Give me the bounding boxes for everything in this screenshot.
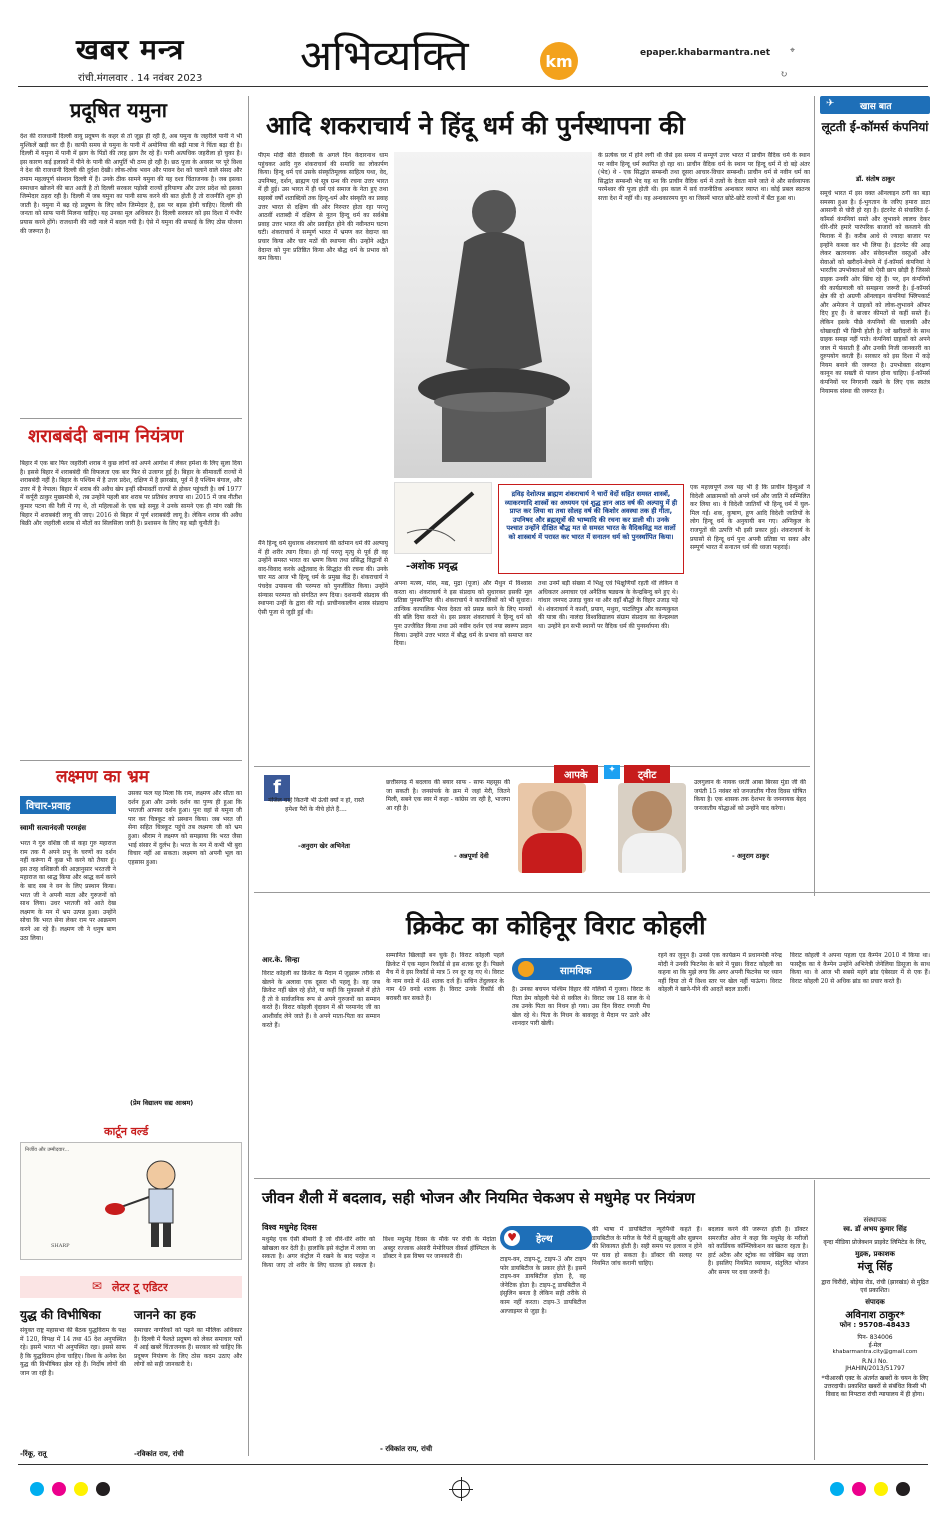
paper-name: खबर मन्त्र	[76, 33, 185, 66]
letter-2-title: जानने का हक	[134, 1308, 196, 1322]
section-title: अभिव्यक्ति	[300, 31, 469, 80]
main-col-2: मैंने हिन्दू धर्म सुधारक शंकराचार्य की वर्तमान धर्म की अल्पायु में ही शरीर त्याग दिया। हो गई परन्तु मृत्यु से पूर्व ही वह उन्होंने समस्त भारत का भ्रमण किया तथा प्रसिद्ध विद्वानों से वाद-विवाद करके अद्वैतवाद के सिद्धांत की रचना की। उनके चार मठ आज भी हिन्दू धर्म के प्रमुख केंद्र हैं। शंकराचार्य ने पंचदेव उपासना की परम्परा को पुनर्जीवित किया। उन्होंने संन्यास परम्परा को संगठित रूप दिया। दशनामी संप्रदाय की स्थापना उन्हीं के द्वारा की गई। प्राचीनकालीन शास्त्र संप्रदाय ऐसी पूजा से जुड़ी हुई थी।	[258, 540, 388, 616]
main-col-1: पीएम मोदी बीते दीवाली के अगले दिन केदारनाथ धाम पहुंचकर आदि गुरु शंकराचार्य की समाधि का लोकार्पण किया। हिन्दू धर्म एवं उसके संस्कृतिमूलक साहित्य यथा, वेद, उपनिषद, दर्शन, ब्राह्मण एवं सूत्र ग्रन्थ की रचना उत्तर भारत में ही हुई। उस भारत में ही धर्म एवं समाज के नेता हुए तथा सहस्त्रों वर्षों शताब्दियों तक हिन्दू-धर्म और संस्कृति का प्रवाह उत्तर भारत से दक्षिण की ओर निरन्तर होता रहा परन्तु आठवीं शताब्दी में दक्षिण से नूतन हिन्दू धर्म का सर्वश्रेष्ठ प्रवाह उत्तर भारत की ओर प्रवाहित होने की नवीनतम घटना घटी। शंकराचार्य ने सम्पूर्ण भारत में भ्रमण कर वेदान्त का प्रचार किया और चार मठों की स्थापना की। उन्होंने अद्वैत वेदान्त को पुनः प्रतिष्ठित किया और बौद्ध धर्म के प्रभाव को कम किया।	[258, 152, 388, 263]
right-body: समूचे भारत में इस वक्त ऑनलाइन ठगी का बड़ा समस्या हुआ है। ई-भुगतान के जरिए हमारा डाटा आसानी से चोरी हो रहा है। इंटरनेट से संचालित ई-कॉमर्स कंपनियां सस्ते और लुभावने लालच देकर धीरे-धीरे हमारे पारंपरिक बाजारों को कब्जाने की फिराक में हैं। करीब आधे से ज्यादा बाजार पर इन्होंने कब्जा कर भी लिया है। इंटरनेट की आड़ लेकर खतरनाक और संवेदनशील वस्तुओं और सेवाओं को खरीदने-बेचने में ई-कॉमर्स कंपनियां ने भारतीय उपभोक्ताओं को ऐसी छाप छोड़ी है जिससे ग्राहक उनकी ओर खिंच रहे हैं। पर, इन कंपनियों की कार्यप्रणाली को समझना जरूरी है। ई-कॉमर्स क्षेत्र की दो अग्रणी ऑनलाइन कंपनियां फ्लिपकार्ट और अमेजन ने ग्राहकों को लोक-लुभावने ऑफर दिए हुए हैं। वे बाजार कीमतों से कहीं सस्ते हैं। लेकिन इसके पीछे कंपनियों की चालाकी और धोखाधड़ी भी छिपी होती है। जो खरीदारों के साथ ग्राहक समझ नहीं पाते। कंपनियां ग्राहकों को अपने जाल में फंसाती हैं और उनकी निजी जानकारी का दुरुपयोग करती हैं। सरकार को इस दिशा में कड़े नियम बनाने की जरूरत है। उपभोक्ता संरक्षण कानून का सख्ती से पालन होना चाहिए। ई-कॉमर्स कंपनियों पर निगरानी रखने के लिए एक स्वतंत्र नियामक संस्था की जरूरत है।	[820, 190, 930, 395]
color-dot	[874, 1482, 888, 1496]
pin-icon: ⌖	[790, 46, 796, 56]
editorial-1-body: देश की राजधानी दिल्ली वायु प्रदूषण के कहर से तो जूझ ही रही है, अब यमुना के जहरीले पानी ने भी मुश्किलें खड़ी कर दी हैं। काफी समय से यमुना के पानी में अमोनिया की बढ़ी मात्रा ने चिंता बढ़ा दी है। दिल्ली में यमुना में पानी में झाग के पिंडों की तरह झाग तैर रहे हैं। पानी अत्यधिक जहरीला हो चुका है। इस कारण कई इलाकों में पीने के पानी की आपूर्ति भी ठप्प हो रही है। छठ पूजा के अवसर पर पूरे विश्व ने देश की राजधानी दिल्ली की दुर्दशा देखी। लोक-लोक भवन और पावन देश को चलाने वाले संसद और तमाम महत्वपूर्ण संस्थान दिल्ली में हैं। उनके ठीक सामने यमुना की यह दशा चिंताजनक है। जब इसका समाधान खोजने की बात आती है तो दिल्ली सरकार पड़ोसी राज्यों हरियाणा और उत्तर प्रदेश को इसका जिम्मेदार ठहरा रही है। दिल्ली में जब यमुना का पानी साफ करने की बात होती है तो राजनीति शुरू हो जाती है। यमुना में बढ़ रहे प्रदूषण के लिए कौन जिम्मेदार है, इस पर बहस होनी चाहिए। दिल्ली की जनता को साफ पानी मिलना चाहिए। यह उनका मूल अधिकार है। दिल्ली सरकार को इस दिशा में गंभीर प्रयास करने होंगे। राजधानी की नदी नाले में बदल गयी है। ऐसे में यमुना की सफाई के लिए ठोस योजना की जरूरत है।	[20, 133, 242, 235]
facebook-icon: f	[264, 775, 290, 801]
spiritual-author: स्वामी सत्यानंदजी परमहंस	[20, 824, 87, 832]
mail-icon: ✉	[92, 1279, 103, 1293]
color-dot	[30, 1482, 44, 1496]
health-label: हेल्थ	[536, 1234, 553, 1245]
tweet-band-right: ट्वीट	[624, 765, 670, 783]
logo	[540, 42, 578, 80]
cartoon-signature: SHARP	[51, 1243, 70, 1249]
main-col-6: एक महत्त्वपूर्ण तथ्य यह भी है कि प्राचीन हिन्दुओं ने विदेशी आक्रामकों को अपने धर्म और जाति में सम्मिलित कर लिया था। ये विदेशी जातियाँ भी हिन्दू धर्म में घुल-मिल गईं। शक, कुषाण, हूण आदि विदेशी जातियों के लोग हिन्दू धर्म के अनुयायी बन गए। अग्निकुल के राजपूतों की उत्पत्ति भी इसी प्रकार हुई। शंकराचार्य के प्रयासों से हिन्दू धर्म पुनः अपनी प्रतिष्ठा पा सका और सम्पूर्ण भारत में सनातन धर्म की ध्वजा फहराई।	[690, 484, 810, 552]
editorial-1	[20, 96, 242, 433]
cricket-author: आर.के. सिन्हा	[262, 956, 300, 964]
imprint-company: वृन्दा मीडिया प्रोजेक्शन प्राइवेट लिमिटेड के लिए,	[823, 1239, 927, 1246]
letter-1	[20, 1306, 126, 1459]
tweet-1-avatar	[518, 783, 586, 873]
cricket-col-5: विराट कोहली ने अपना पहला एड कैम्पेन 2010 में किया था। फास्ट्रैक का ये कैम्पेन उन्होंने अभिनेत्री जेनेलिया डिसूजा के साथ किया था। वे आज भी सबसे महंगे ब्रांड एंबेसडर में से एक हैं। विराट कोहली 20 से अधिक ब्रांड का प्रचार करते हैं।	[790, 952, 930, 985]
imprint-editor-label: संपादक	[865, 1298, 885, 1306]
imprint-founder: स्व. डॉ अभय कुमार सिंह	[843, 1225, 907, 1233]
samayik-badge	[512, 958, 632, 980]
cartoon-section	[20, 1124, 242, 1254]
editorial-1-title: प्रदूषित यमुना	[70, 98, 167, 122]
health-headline: जीवन शैली में बदलाव, सही भोजन और नियमित चेकअप से मधुमेह पर नियंत्रण	[262, 1189, 695, 1207]
letter-2-author: -रविकांत राय, रांची	[134, 1449, 184, 1458]
pen-image	[394, 482, 492, 554]
spiritual-body-right: उसका फल यह मिला कि राम, लक्ष्मण और सीता का दर्शन हुआ और उनके दर्शन का पुण्य ही हुआ कि भरतजी आपका दर्शन हुआ। पुनः वहां से यमुना जी पार कर चित्रकूट को प्रस्थान किया। जब भरत जी सेना सहित चित्रकूट पहुंचे तब लक्ष्मण जी को भ्रम हुआ। श्रीराम ने लक्ष्मण को समझाया कि भरत जैसा भाई संसार में दुर्लभ है। भरत के मन में कभी भी बुरा विचार नहीं आ सकता। लक्ष्मण को अपनी भूल का एहसास हुआ।	[128, 790, 242, 866]
tweet-band-left: आपके	[554, 765, 598, 783]
khaas-baat-label: खास बात	[860, 102, 892, 112]
divider	[254, 892, 930, 893]
color-dot	[52, 1482, 66, 1496]
dateline: रांची.मंगलवार . 14 नवंबर 2023	[78, 73, 203, 84]
cricket-col-4: रहने का जुनून है। उनसे एक कार्यक्रम में प्रधानमंत्री नरेन्द्र मोदी ने उनकी फिटनेस के बारे में पूछा। विराट कोहली का कहना था कि मुझे लगा कि अगर अपनी फिटनेस पर ध्यान नहीं दिया तो मैं विश्व स्तर पर खेल नहीं पाऊंगा। विराट कोहली ने खाने-पीने की आदतें बदल डालीं।	[658, 952, 782, 994]
footer-rule	[18, 1464, 928, 1465]
letter-1-title: युद्ध की विभीषिका	[20, 1308, 101, 1322]
plane-icon: ✈	[826, 98, 835, 109]
imprint-founder-label: संस्थापक	[863, 1216, 887, 1224]
heart-icon: ♥	[504, 1230, 520, 1246]
imprint-publisher: मंजू सिंह	[857, 1260, 893, 1273]
editorial-2	[20, 424, 242, 770]
vichar-pravah-label: विचार-प्रवाह	[20, 796, 116, 814]
imprint-rni-number: JHAHIN/2013/51797	[845, 1365, 905, 1372]
fb-quote: मंजिल चाहे कितनी भी ऊंची क्यों न हो, रास्ते हमेशा पैरों के नीचे होते हैं....	[268, 797, 364, 813]
letter-1-body: संयुक्त राष्ट्र महासभा की बैठक युद्धविराम के पक्ष में 120, विपक्ष में 14 तथा 45 देश अनुपस्थित रहे। इसमें भारत भी अनुपस्थित रहा। इससे साफ है कि युद्धविराम होना चाहिए। विश्व के अनेक देश युद्ध की विभीषिका झेल रहे हैं। निर्दोष लोगों की जान जा रही है।	[20, 1327, 126, 1377]
refresh-icon: ↻	[780, 70, 788, 80]
divider	[20, 418, 242, 419]
cartoon-title: कार्टून वर्ल्ड	[104, 1125, 149, 1138]
health-col-4: बदलाव करने की जरूरत होती है। डॉक्टर समरजीत ओरा ने कहा कि मधुमेह के मरीजों को कार्डियक कॉम्प्लिकेशन का खतरा रहता है। हार्ट अटैक और स्ट्रोक का जोखिम बढ़ जाता है। इसलिए नियमित व्यायाम, संतुलित भोजन और समय पर दवा जरूरी है।	[708, 1226, 808, 1276]
imprint-pin: पिन- 834006	[857, 1334, 893, 1341]
imprint-phone: फोन : 95708-48433	[839, 1321, 911, 1329]
twitter-icon: ✦	[604, 765, 620, 779]
cricket-col-2: सम्मानित खिलाड़ी बन चुके हैं। विराट कोहली पहले क्रिकेट में एक महान रिकॉर्ड से इस शतक दूर हैं। पिछले मैच में वे इस रिकॉर्ड से मात्र 5 रन दूर रह गए थे। विराट के नाम वनडे में 48 शतक दर्ज हैं। सचिन तेंदुलकर के नाम 49 वनडे शतक हैं। विराट उनके रिकॉर्ड की बराबरी कर सकते हैं।	[386, 952, 504, 1002]
imprint-rni: R.N.I No.	[862, 1358, 888, 1365]
health-col-3: की भाषा में डायबिटीज न्यूरोपैथी कहते हैं। डायबिटीज के मरीज के पैरों में झुनझुनी और सुन्नपन की शिकायत होती है। सही समय पर इलाज न होने पर घाव हो सकता है। डॉक्टर की सलाह पर नियमित जांच करानी चाहिए।	[592, 1226, 702, 1268]
cricket-col-3: है। उनका बचपन पश्चिम विहार की गलियों में गुजरा। विराट के पिता प्रेम कोहली पेशे से वकील थे। विराट जब 18 साल के थे तब उनके पिता का निधन हो गया। उस दिन विराट रणजी मैच खेल रहे थे। पिता के निधन के बावजूद वे मैदान पर उतरे और शानदार पारी खेली।	[512, 986, 650, 1028]
khaas-baat-badge	[820, 96, 930, 114]
imprint	[820, 1216, 930, 1456]
cartoon-caption: निर्जीव और उम्मीदवार...	[25, 1147, 70, 1153]
cricket-col-1: विराट कोहली का क्रिकेट के मैदान में जुझारू तरीके से खेलने के अलावा एक दूसरा भी पहलू है। वह जब क्रिकेट नहीं खेल रहे होते, या कहीं कि मुकाबले में होते हैं तो वे सार्वजनिक रूप से अपने गुरुजनों का सम्मान करते हैं। विराट कोहली वृंदावन में श्री परमानंद जी का आशीर्वाद लेने जाते हैं। वे अपने माता-पिता का सम्मान करते हैं।	[262, 970, 380, 1029]
samayik-icon	[518, 961, 534, 977]
health-col-1: मधुमेह एक ऐसी बीमारी है जो धीरे-धीरे शरीर को खोखला कर देती है। हालांकि इसे कंट्रोल में लाया जा सकता है। अगर कंट्रोल में रखने के बाद परहेज न किया जाए तो शरीर के लिए घातक हो सकता है। विश्व मधुमेह दिवस के मौके पर रांची के मेदांता अब्दुर रज्जाक अंसारी मेमोरियल वीवर्स हॉस्पिटल के डॉक्टर ने इस विषय पर जानकारी दी।	[262, 1236, 496, 1269]
main-col-3: अपना मत्स्य, मांस, मद्य, मुद्रा (पूजा) और मैथुन में विश्वास करता था। शंकराचार्य ने इस संप्रदाय को सुधारकर इसकी मूल प्रतिष्ठा पुनर्स्थापित की। शंकराचार्य ने कापालिकों को भी सुधारा। तान्त्रिक कापालिक भैरव देवता को प्रसन्न करने के लिए मानवों की बलि दिया करते थे। इस प्रकार शंकराचार्य ने हिन्दू धर्म को पुनः उज्जैवित किया तथा उसे नवीन दर्शन एवं नया स्वरूप प्रदान किया। उन्होंने उत्तर भारत में बौद्ध धर्म के प्रभाव को समाप्त कर दिया।	[394, 580, 532, 648]
letters-band-label: लेटर टू एडिटर	[112, 1281, 168, 1294]
main-col-4: तथा उनमें बड़ी संख्या में भिक्षु एवं भिक्षुणियाँ रहती थीं लेकिन वे अधिकतर अनाचार एवं अनैतिक षड्यन्त्र के केन्द्रबिन्दु बने हुए थे। गांधार जनपद उजाड़ चुका था और वहाँ बौद्धों के विहार उजाड़ पड़े थे। शंकराचार्य ने काशी, प्रयाग, मथुरा, पाटलिपुत्र और कान्यकुब्ज की यात्रा की। नालंदा विश्वविद्यालय संग्राम संप्रदाय का केन्द्रस्थल था। उन्होंने इन सभी स्थानों पर वैदिक धर्म की पुनर्स्थापना की।	[538, 580, 678, 630]
divider	[254, 1178, 930, 1179]
main-author: -अशोक प्रवृद्ध	[406, 561, 458, 572]
main-col-5: के प्रत्येक घर में होने लगी थी जैसे इस समय में सम्पूर्ण उत्तर भारत में प्राचीन वैदिक धर्म के स्थान पर नवीन हिन्दू धर्म स्थापित हो रहा था। प्राचीन वैदिक धर्म के स्थान पर हिन्दू धर्म में दो बड़े अंतर (भेद) थे - एक सिद्धांत सम्बन्धी तथा दूसरा आचार-विचार सम्बन्धी। प्राचीन धर्म से नवीन धर्म का सिद्धांत सम्बन्धी भेद यह था कि प्राचीन वैदिक धर्म में तत्वों के देवता माने जाते थे और सर्वव्यापक परमेश्वर की पूजा होती थी। इस काल में सर्व राजनीतिक अन्धकार व्याप्त था। कोई प्रबल स्वतन्त्र सत्ता देश में नहीं थी। यह अन्धकारमय युग था जिसमें भारत छोटे-छोटे राज्यों में बँटा हुआ था।	[598, 152, 810, 202]
divider	[20, 760, 242, 761]
tweet-2-author: - अनुराग ठाकुर	[732, 852, 769, 860]
registration-target-icon	[452, 1480, 470, 1498]
imprint-email[interactable]: khabarmantra.city@gmail.com	[832, 1349, 918, 1355]
logo-text: km	[545, 51, 573, 71]
color-dot	[852, 1482, 866, 1496]
color-dot	[74, 1482, 88, 1496]
cricket-headline: क्रिकेट का कोहिनूर विराट कोहली	[406, 911, 706, 940]
column-rule	[248, 96, 249, 1456]
cartoon-figure-icon	[91, 1153, 211, 1253]
health-col-2: टाइप-वन, टाइप-टू, टाइप-3 और टाइप फोर डायबिटीज के प्रकार होते हैं। इसमें टाइप-वन डायबिटीज होता है, वह जेनेटिक होता है। टाइप-टू डायबिटीज में इंसुलिन बनता है लेकिन सही तरीके से काम नहीं करता। टाइप-3 डायबिटीज अल्जाइमर से जुड़ा है।	[500, 1256, 586, 1315]
health-badge	[500, 1226, 592, 1250]
registration-marks	[0, 1474, 945, 1504]
spiritual-credit: (प्रेम विद्यालय सद्य आश्रम)	[130, 1099, 194, 1107]
tweet-1-author: - अन्नपूर्णा देवी	[454, 852, 489, 860]
pull-quote-text: द्रविड़ देशोत्पन्न ब्राह्मण शंकराचार्य ने चारों वेदों सहित समस्त शास्त्रों, व्याकरणादि शास्त्रों का अध्ययन एवं शुद्ध ज्ञान आठ वर्ष की अल्पायु में ही प्राप्त कर लिया था तथा सोलह वर्ष की किशोर अवस्था तक ही गीता, उपनिषद और ब्रह्मसूत्रों की भाष्यादि की रचना कर डाली थी। उनके पश्चात उन्होंने दीक्षित बौद्ध मत से समस्त भारत के वैदिकविद्व मत वालों को शास्त्रार्थ में परास्त कर भारत में सनातन धर्म को पुनर्स्थापित किया।	[504, 490, 678, 541]
spiritual-article	[20, 764, 242, 1124]
health-sub: विश्व मधुमेह दिवस	[262, 1223, 317, 1232]
tweet-1: छत्तीसगढ़ में बदलाव की बयार साफ - साफ महसूस की जा सकती है। जनसंपर्क के क्रम में जहां मेरी, जितने मिली, सबने एक स्वर में कहा - कांग्रेस जा रही है, भाजपा आ रही है।	[386, 779, 510, 812]
imprint-publisher-label: मुद्रक, प्रकाशक	[855, 1250, 895, 1258]
tweet-section	[254, 766, 810, 886]
right-column	[820, 96, 930, 896]
editorial-2-title: शराबबंदी बनाम नियंत्रण	[28, 426, 184, 447]
cartoon-frame	[20, 1142, 242, 1260]
masthead	[0, 0, 945, 88]
imprint-editor: अविनाश ठाकुर*	[845, 1310, 905, 1321]
spiritual-title: लक्ष्मण का भ्रम	[56, 767, 149, 787]
tweet-2-avatar	[618, 783, 686, 873]
imprint-note: *पीआरबी एक्ट के अंतर्गत खबरों के चयन के लिए उत्तरदायी। प्रकाशित खबरों से संबंधित किसी भी विवाद का निपटारा रांची न्यायालय में ही होगा।	[821, 1375, 929, 1398]
imprint-address: द्वारा चिरौंदी, बोड़ेया रोड, रांची (झारखंड) से मुद्रित एवं प्रकाशित।	[821, 1279, 929, 1294]
main-headline: आदि शकराचार्य ने हिंदू धर्म की पुर्नस्थापना की	[266, 111, 685, 140]
letter-2-body: समाचार नागरिकों को पढ़ने का मौलिक अधिकार है। दिल्ली में फैलते प्रदूषण को लेकर समाचार पत्रों में आई खबरें चिंताजनक हैं। सरकार को चाहिए कि प्रदूषण नियंत्रण के लिए ठोस कदम उठाए और लोगों को सही जानकारी दे।	[134, 1327, 242, 1369]
column-rule	[814, 1180, 815, 1460]
right-author: डॉ. संतोष ठाकुर	[856, 175, 895, 183]
color-dot	[830, 1482, 844, 1496]
column-rule	[814, 96, 815, 896]
masthead-rule	[18, 86, 928, 87]
letter-2	[134, 1306, 242, 1459]
fb-author: -अनुराग खेर अभिनेता	[298, 842, 350, 850]
samayik-label: सामयिक	[560, 966, 592, 977]
statue-icon	[394, 152, 592, 478]
spiritual-body: भरत ने गुरु वशिष्ठ जी से कहा गुरु महाराज राम तक मैं अपने प्रभु के चरणों का दर्शन नहीं करूंगा मैं कुछ भी करने को तैयार हूं। इस तरह वशिष्ठजी की आज्ञानुसार भरतजी ने महाराज का श्राद्ध किया और श्राद्ध कर्म करने के बाद सब ने वन के लिए प्रस्थान किया। भरत जी ने अपनी माता और गुरुजनों को साथ लिया। उधर भरतजी को आते देख लक्ष्मण के मन में भ्रम उत्पन्न हुआ। उन्होंने सोचा कि भरत सेना लेकर राम पर आक्रमण करने आ रहे हैं। लक्ष्मण जी ने धनुष बाण उठा लिया।	[20, 840, 116, 942]
letter-1-author: -रिंकू, रातू	[20, 1449, 47, 1458]
color-dot	[896, 1482, 910, 1496]
pen-icon	[395, 483, 493, 555]
right-title: लूटती ई-कॉमर्स कंपनियां	[821, 120, 929, 134]
editorial-2-body: बिहार में एक बार फिर जहरीली शराब ने कुछ लोगों को अपने आगोश में लेकर हमेशा के लिए सुला दिया है। इससे बिहार में शराबबंदी की विफलता एक बार फिर से उजागर हुई है। बिहार के सीमावर्ती राज्यों में शराबबंदी नहीं है। बिहार के पश्चिम में है उत्तर प्रदेश, दक्षिण में है झारखंड, पूर्व में है पश्चिम बंगाल, और उत्तर में है नेपाल। बिहार में शराब की अवैध खेप इन्हीं सीमावर्ती राज्यों से होकर पहुंचती है। वर्ष 1977 में कर्पूरी ठाकुर मुख्यमंत्री थे, तब उन्होंने पहली बार शराब पर प्रतिबंध लगाया था। 2015 में जब नीतीश कुमार पटना की रैली में गए थे, तो महिलाओं के एक बड़े समूह ने उनके सामने एक ही मांग रखी कि बिहार में शराबबंदी लागू की जाए। 2016 से बिहार में पूर्ण शराबबंदी लागू है। लेकिन शराब की अवैध बिक्री और जहरीली शराब से मौतों का सिलसिला जारी है। प्रशासन के लिए यह बड़ी चुनौती है।	[20, 460, 242, 528]
shankaracharya-photo	[394, 152, 592, 478]
health-col-1-author: - रविकांत राय, रांची	[380, 1444, 433, 1453]
imprint-email-label: ई-मेल	[868, 1342, 882, 1349]
tweet-2: उलगुलान के नायक धरती आबा बिरसा मुंडा जी की जयंती 15 नवंबर को जनजातीय गौरव दिवस घोषित किया है। एक शासक तक देशभर के जननायक बेहद जनजातीय योद्धाओं को उन्होंने याद करेगा।	[694, 779, 806, 812]
color-dot	[96, 1482, 110, 1496]
pull-quote	[498, 484, 684, 574]
letters-band	[20, 1276, 242, 1298]
site-url[interactable]: epaper.khabarmantra.net	[640, 48, 771, 58]
